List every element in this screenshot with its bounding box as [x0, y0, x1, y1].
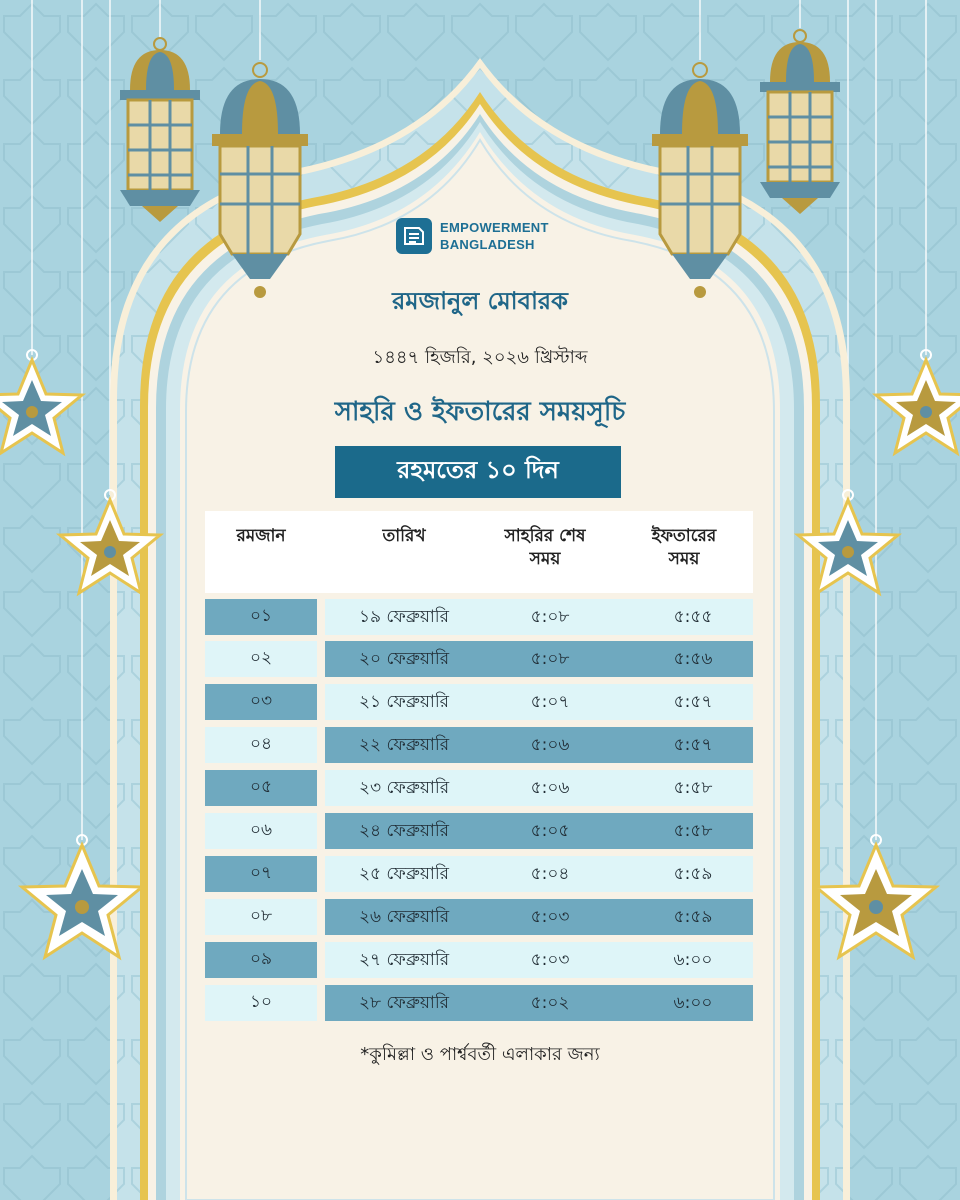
- iftar-time: ৫:৫৮: [673, 778, 713, 798]
- greeting-title: রমজানুল মোবারক: [392, 287, 568, 315]
- iftar-time: ৬:০০: [673, 950, 713, 970]
- sehri-time: ৫:০৬: [530, 735, 570, 755]
- table-row: [205, 684, 753, 720]
- date-cell: ১৯ ফেব্রুয়ারি: [358, 607, 450, 627]
- date-cell: ২১ ফেব্রুয়ারি: [358, 692, 450, 712]
- date-cell: ২০ ফেব্রুয়ারি: [358, 649, 450, 669]
- sehri-time: ৫:০৩: [530, 950, 570, 970]
- ramadan-day: ০২: [205, 641, 317, 677]
- brand-name-line2: BANGLADESH: [440, 237, 535, 252]
- date-cell: ২৬ ফেব্রুয়ারি: [358, 907, 450, 927]
- brand-name-line1: EMPOWERMENT: [440, 220, 549, 235]
- table-row: [205, 899, 753, 935]
- date-cell: ২৪ ফেব্রুয়ারি: [358, 821, 450, 841]
- table-row: [205, 599, 753, 635]
- date-cell: ২৭ ফেব্রুয়ারি: [358, 950, 450, 970]
- ramadan-day: ০৭: [205, 856, 317, 892]
- table-row: [205, 856, 753, 892]
- column-header-date: তারিখ: [382, 526, 426, 546]
- date-cell: ২৫ ফেব্রুয়ারি: [358, 864, 450, 884]
- iftar-time: ৫:৫৭: [673, 692, 713, 712]
- table-row: [205, 727, 753, 763]
- ramadan-day: ০৮: [205, 899, 317, 935]
- table-header: [205, 511, 753, 593]
- region-footnote: *কুমিল্লা ও পার্শ্ববর্তী এলাকার জন্য: [360, 1044, 600, 1065]
- period-badge: রহমতের ১০ দিন: [335, 446, 621, 498]
- ramadan-day: ০৬: [205, 813, 317, 849]
- column-header-sehri: সাহরির শেষ সময়: [504, 526, 586, 569]
- table-row: [205, 985, 753, 1021]
- date-cell: ২৩ ফেব্রুয়ারি: [358, 778, 450, 798]
- sehri-time: ৫:০৪: [530, 864, 570, 884]
- sehri-time: ৫:০৮: [530, 607, 570, 627]
- sehri-time: ৫:০৮: [530, 649, 570, 669]
- sehri-time: ৫:০৬: [530, 778, 570, 798]
- table-row: [205, 770, 753, 806]
- ramadan-day: ০১: [205, 599, 317, 635]
- iftar-time: ৫:৫৮: [673, 821, 713, 841]
- sehri-time: ৫:০৫: [530, 821, 570, 841]
- iftar-time: ৫:৫৯: [673, 864, 713, 884]
- iftar-time: ৫:৫৭: [673, 735, 713, 755]
- ramadan-day: ০৩: [205, 684, 317, 720]
- ramadan-day: ০৯: [205, 942, 317, 978]
- table-row: [205, 813, 753, 849]
- table-row: [205, 641, 753, 677]
- iftar-time: ৫:৫৯: [673, 907, 713, 927]
- iftar-time: ৬:০০: [673, 993, 713, 1013]
- column-header-ramadan: রমজান: [236, 526, 286, 546]
- brand-logo: [396, 218, 549, 254]
- sehri-time: ৫:০২: [530, 993, 570, 1013]
- iftar-time: ৫:৫৬: [673, 649, 713, 669]
- sehri-time: ৫:০৭: [530, 692, 570, 712]
- logo-mark-icon: [396, 218, 432, 254]
- ramadan-day: ১০: [205, 985, 317, 1021]
- iftar-time: ৫:৫৫: [673, 607, 713, 627]
- ramadan-day: ০৫: [205, 770, 317, 806]
- ramadan-day: ০৪: [205, 727, 317, 763]
- table-row: [205, 942, 753, 978]
- date-cell: ২৮ ফেব্রুয়ারি: [358, 993, 450, 1013]
- year-subtitle: ১৪৪৭ হিজরি, ২০২৬ খ্রিস্টাব্দ: [372, 347, 588, 368]
- sehri-time: ৫:০৩: [530, 907, 570, 927]
- date-cell: ২২ ফেব্রুয়ারি: [358, 735, 450, 755]
- schedule-heading: সাহরি ও ইফতারের সময়সূচি: [334, 397, 626, 427]
- column-header-iftar: ইফতারের সময়: [651, 526, 717, 569]
